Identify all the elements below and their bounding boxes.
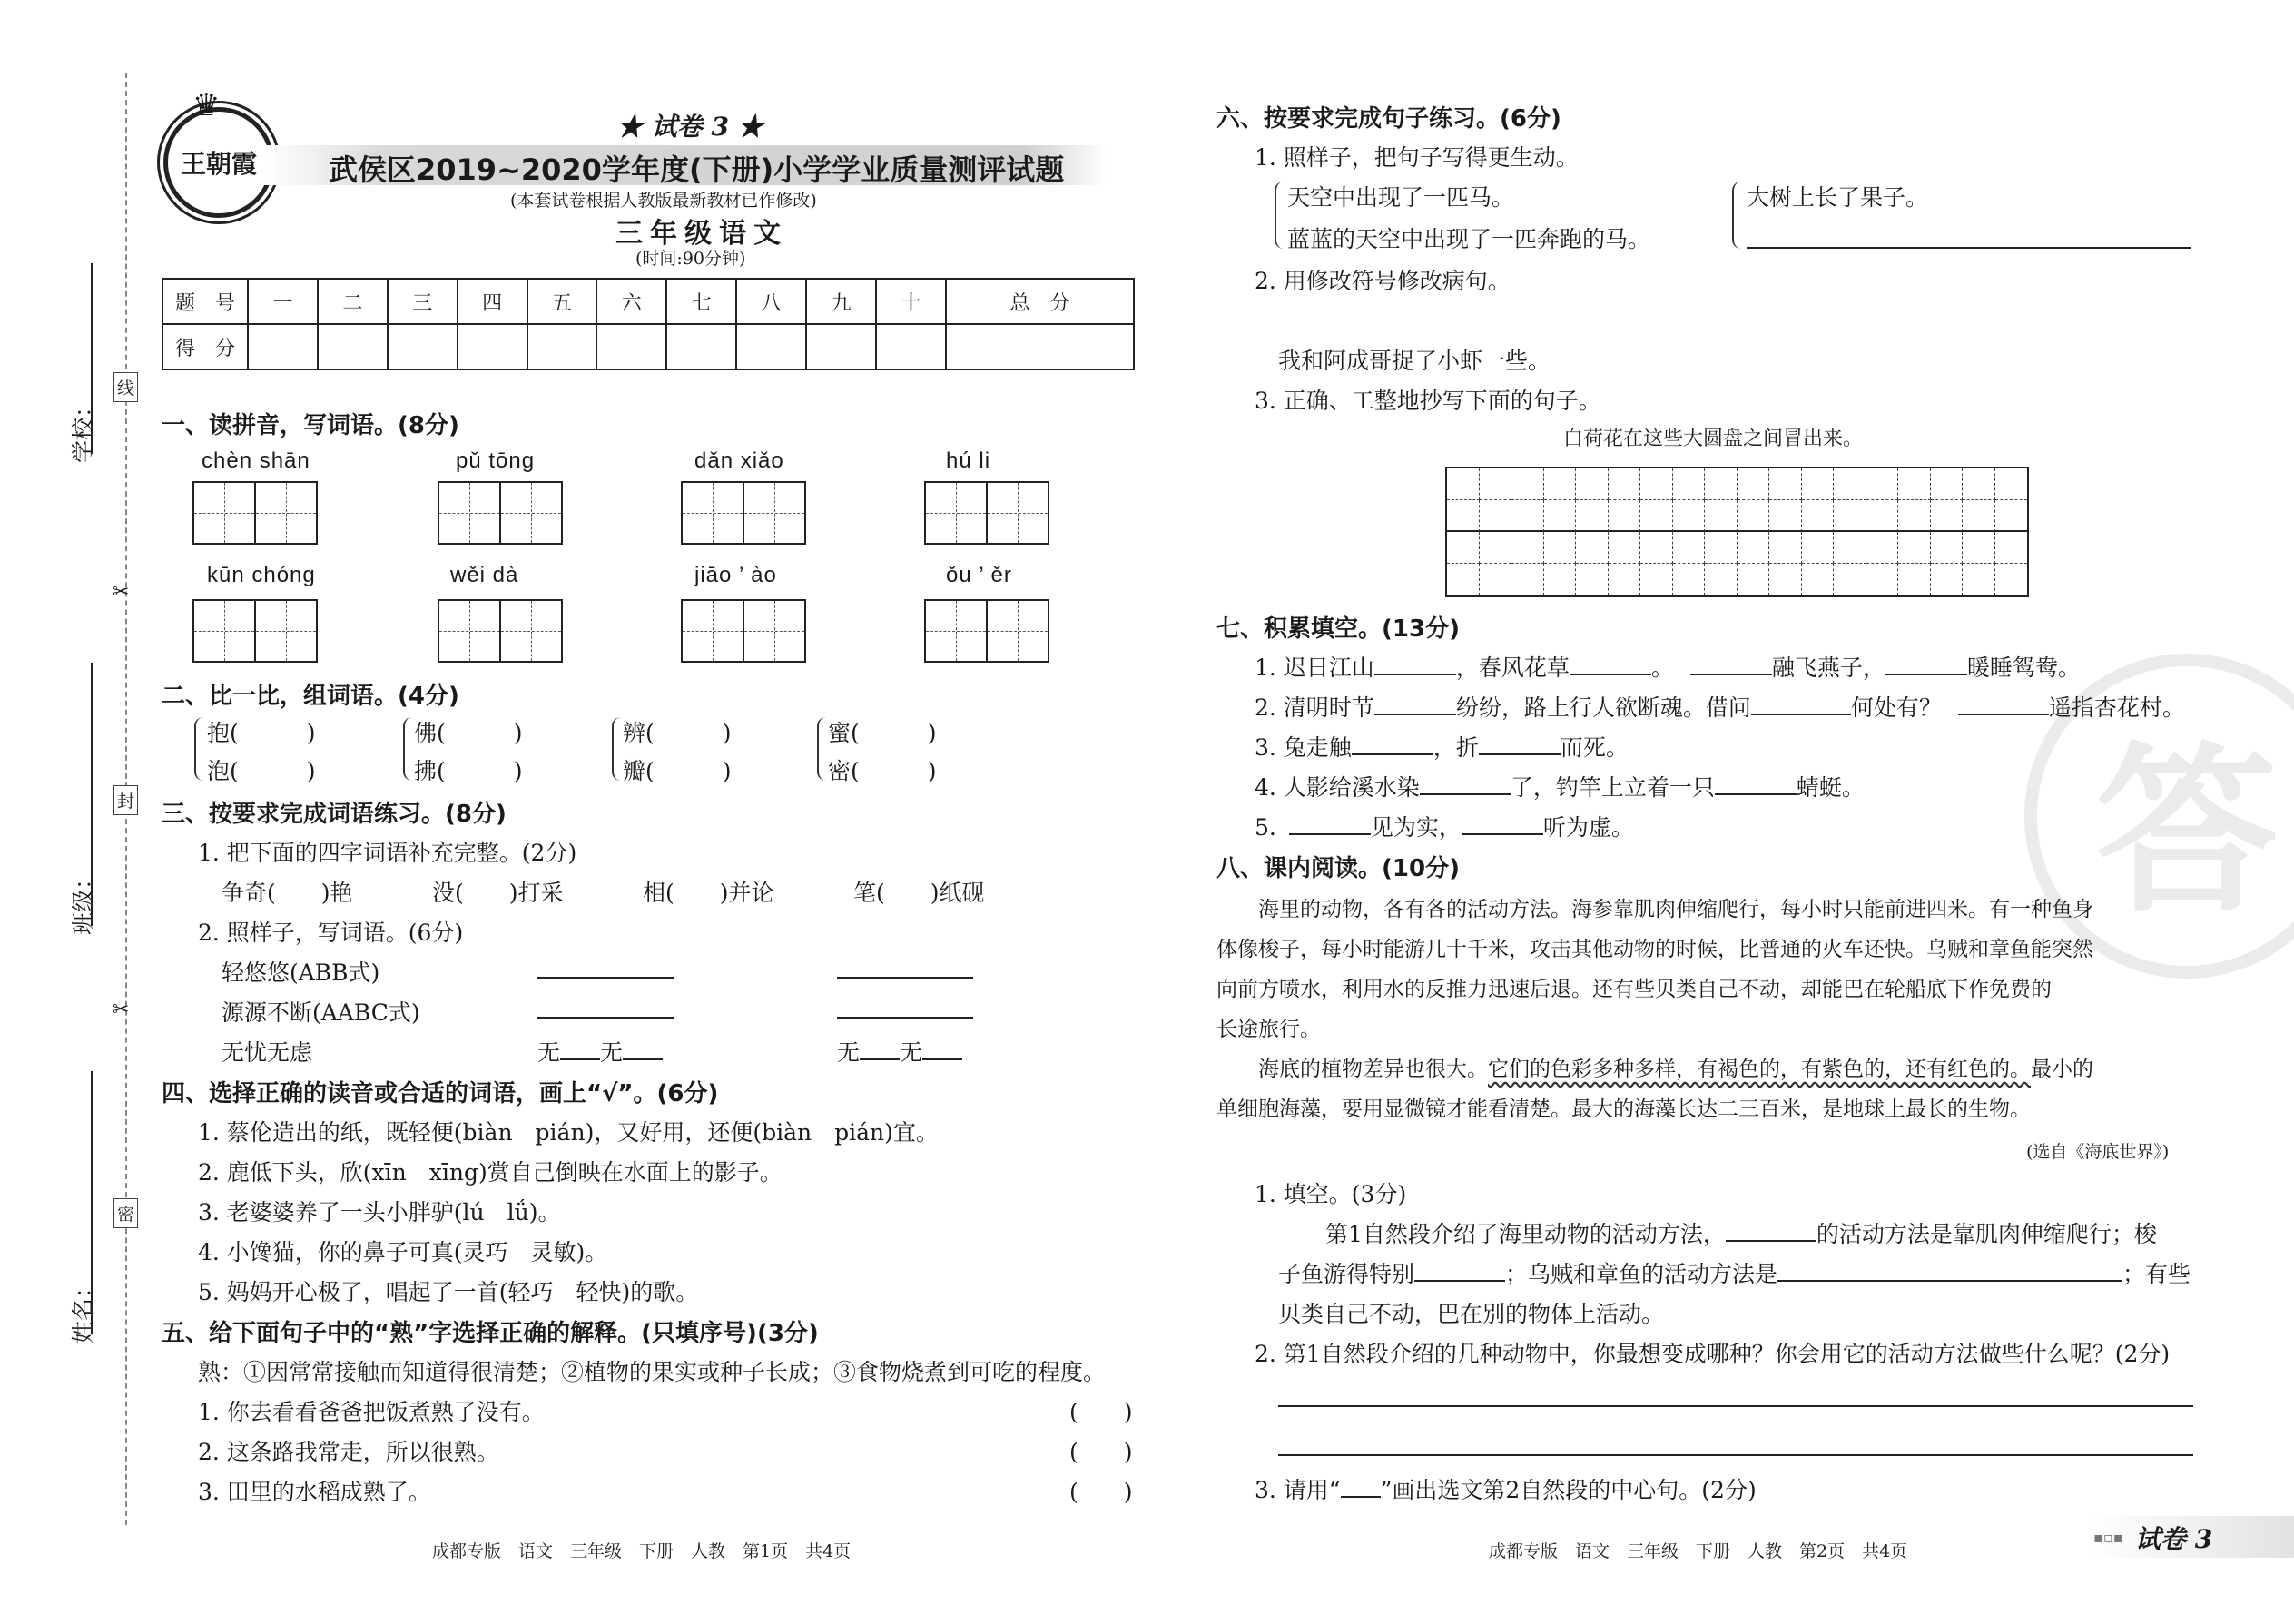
copy-cell[interactable] <box>1544 532 1577 564</box>
passage-line: 单细胞海藻，要用显微镜才能看清楚。最大的海藻长达二三百米，是地球上最长的生物。 <box>1216 1097 2031 1121</box>
blank[interactable] <box>1715 773 1797 795</box>
copy-cell[interactable] <box>1673 468 1706 500</box>
exam-tag-text: 试卷 3 <box>2135 1524 2213 1554</box>
question-text: 2. 用修改符号修改病句。 <box>1255 268 1511 294</box>
score-cell[interactable] <box>318 324 388 369</box>
blank[interactable] <box>1462 813 1543 835</box>
score-col: 九 <box>806 279 876 324</box>
blank[interactable] <box>1420 773 1511 795</box>
blank[interactable] <box>1374 694 1456 715</box>
pinyin-label: chèn shān <box>202 448 310 473</box>
section-5-title: 五、给下面句子中的“熟”字选择正确的解释。(只填序号)(3分) <box>162 1320 819 1347</box>
copy-cell[interactable] <box>1640 468 1673 500</box>
sentence-item: 2. 这条路我常走，所以很熟。 <box>198 1439 499 1465</box>
logo-text: 王朝霞 <box>180 149 257 179</box>
question-text: 1. 照样子，把句子写得更生动。 <box>1255 144 1579 171</box>
example-word: 轻悠悠(ABB式) <box>222 960 380 986</box>
fill-text: 。 <box>1650 655 1674 681</box>
compare-word[interactable]: 佛( ) <box>414 720 523 746</box>
section-3-title: 三、按要求完成词语练习。(8分) <box>162 801 507 828</box>
score-col: 五 <box>527 279 597 324</box>
example-sentence: 大树上长了果子。 <box>1747 184 1929 211</box>
wu-char: 无 <box>600 1039 624 1066</box>
watermark-char: 答 <box>2095 723 2278 938</box>
fill-text: 1. 迟日江山 <box>1255 655 1374 681</box>
choice-item[interactable]: 3. 老婆婆养了一头小胖驴(lú lǘ)。 <box>198 1199 561 1225</box>
copy-cell[interactable] <box>1963 564 1995 595</box>
blank[interactable] <box>560 1038 600 1060</box>
copy-cell[interactable] <box>1963 468 1995 500</box>
question-text: 1. 填空。(3分) <box>1255 1181 1407 1207</box>
score-row-label: 题 号 <box>162 279 248 324</box>
compare-word[interactable]: 蜜( ) <box>828 720 937 746</box>
copy-cell[interactable] <box>1995 532 2028 564</box>
wu-fill[interactable] <box>537 1035 663 1068</box>
pinyin-label: pǔ tōng <box>456 448 536 473</box>
pinyin-label: wěi dà <box>450 563 519 587</box>
q3-text: 3. 请用“ <box>1255 1477 1341 1503</box>
blank[interactable] <box>860 1038 900 1060</box>
score-cell[interactable] <box>388 324 458 369</box>
copy-cell[interactable] <box>1963 532 1995 564</box>
copy-cell[interactable] <box>1802 564 1835 595</box>
copy-cell[interactable] <box>1834 532 1866 564</box>
footer-right: 成都专版 语文 三年级 下册 人教 第2页 共4页 <box>1489 1541 1908 1561</box>
compare-word[interactable]: 辨( ) <box>623 720 732 746</box>
copy-cell[interactable] <box>1738 468 1770 500</box>
pinyin-label: hú li <box>946 448 991 473</box>
copy-cell[interactable] <box>1866 468 1899 500</box>
copy-cell[interactable] <box>1511 500 1544 532</box>
fill-text: 遥指杏花村。 <box>2048 694 2185 721</box>
name-label: 姓名： <box>70 1275 96 1343</box>
passage-source: (选自《海底世界》) <box>2026 1142 2170 1162</box>
copy-cell[interactable] <box>1447 532 1480 564</box>
score-cell[interactable] <box>527 324 597 369</box>
score-cell[interactable] <box>596 324 666 369</box>
answer-grid[interactable] <box>439 481 563 545</box>
copy-cell[interactable] <box>1769 532 1802 564</box>
blank[interactable] <box>1958 694 2049 715</box>
binding-mark-xian: 线 <box>113 372 138 402</box>
score-col: 六 <box>596 279 666 324</box>
example-sentence: 蓝蓝的天空中出现了一匹奔跑的马。 <box>1287 226 1651 252</box>
fill-text: 第1自然段介绍了海里动物的活动方法， <box>1325 1221 1726 1247</box>
copy-cell[interactable] <box>1544 468 1577 500</box>
sentence-item: 1. 你去看看爸爸把饭煮熟了没有。 <box>198 1399 545 1425</box>
choice-item[interactable]: 2. 鹿低下头，欣(xīn xīng)赏自己倒映在水面上的影子。 <box>198 1159 783 1186</box>
answer-grid[interactable] <box>683 599 806 663</box>
blank[interactable] <box>1751 694 1851 715</box>
passage-line: 向前方喷水，利用水的反推力迅速后退。还有些贝类自己不动，却能巴在轮船底下作免费的 <box>1216 978 2052 1001</box>
copy-cell[interactable] <box>1995 468 2028 500</box>
school-line <box>91 263 93 454</box>
pinyin-label: jiāo ’ ào <box>694 563 777 587</box>
brace <box>1732 182 1743 249</box>
fill-line-4 <box>1255 770 1865 802</box>
copy-cell[interactable] <box>1866 500 1899 532</box>
score-col: 二 <box>318 279 388 324</box>
class-label: 班级： <box>70 866 96 935</box>
copy-cell[interactable] <box>1609 500 1641 532</box>
copy-cell[interactable] <box>1576 500 1609 532</box>
score-col: 十 <box>876 279 946 324</box>
section-1-title: 一、读拼音，写词语。(8分) <box>162 412 459 439</box>
copy-cell[interactable] <box>1511 532 1544 564</box>
blank[interactable] <box>1726 1220 1816 1242</box>
choice-item[interactable]: 1. 蔡伦造出的纸，既轻便(biàn pián)，又好用，还便(biàn pián)宜。 <box>198 1119 939 1146</box>
exam-note: (本套试卷根据人教版最新教材已作修改) <box>510 191 817 211</box>
score-col: 四 <box>458 279 527 324</box>
brace <box>1275 182 1285 249</box>
copy-cell[interactable] <box>1544 500 1577 532</box>
section-6-title: 六、按要求完成句子练习。(6分) <box>1216 105 1561 133</box>
fill-text: ，春风花草 <box>1455 655 1570 681</box>
brace <box>817 717 828 781</box>
copy-cell[interactable] <box>1866 564 1899 595</box>
fill-text: 纷纷，路上行人欲断魂。借问 <box>1455 694 1751 721</box>
answer-line[interactable] <box>537 977 674 979</box>
answer-paren[interactable]: ( ) <box>1069 1399 1133 1425</box>
copy-cell[interactable] <box>1609 532 1641 564</box>
example-word: 无忧无虑 <box>222 1039 313 1066</box>
underline-sample <box>1341 1480 1381 1498</box>
answer-grid[interactable] <box>194 599 318 663</box>
score-cell[interactable] <box>736 324 806 369</box>
answer-line[interactable] <box>1278 1454 2193 1456</box>
answer-grid[interactable] <box>683 481 806 545</box>
example-word: 源源不断(AABC式) <box>222 999 420 1026</box>
passage-line <box>1216 1049 2193 1089</box>
score-col: 三 <box>388 279 458 324</box>
pinyin-label: dǎn xiǎo <box>694 448 784 473</box>
copy-cell[interactable] <box>1738 532 1770 564</box>
score-table <box>162 278 1135 370</box>
idiom-item[interactable]: 笔( )纸砚 <box>853 880 985 906</box>
copy-cell[interactable] <box>1931 468 1964 500</box>
fill-text: ，折 <box>1433 734 1479 761</box>
binding-mark-mi: 密 <box>113 1198 138 1228</box>
copy-cell[interactable] <box>1931 532 1964 564</box>
score-col: 总 分 <box>946 279 1134 324</box>
copy-sentence: 白荷花在这些大圆盘之间冒出来。 <box>1563 428 1864 450</box>
fill-text: ；乌贼和章鱼的活动方法是 <box>1505 1261 1778 1287</box>
fill-text: ；有些 <box>2122 1261 2191 1287</box>
copy-cell[interactable] <box>1705 500 1738 532</box>
copy-cell[interactable] <box>1738 564 1770 595</box>
crown-icon: ♛ <box>192 87 221 123</box>
copy-cell[interactable] <box>1480 468 1512 500</box>
copy-cell[interactable] <box>1673 500 1706 532</box>
blank[interactable] <box>1374 654 1456 675</box>
binding-mark-feng: 封 <box>113 785 138 815</box>
copy-cell[interactable] <box>1640 564 1673 595</box>
copy-cell[interactable] <box>1511 468 1544 500</box>
choice-item[interactable]: 5. 妈妈开心极了，唱起了一首(轻巧 轻快)的歌。 <box>198 1279 699 1305</box>
fill-text: 暖睡鸳鸯。 <box>1966 655 2081 681</box>
answer-grid[interactable] <box>926 599 1049 663</box>
footer-left: 成都专版 语文 三年级 下册 人教 第1页 共4页 <box>432 1541 852 1561</box>
wavy-underlined-text: 它们的色彩多种多样，有褐色的，有紫色的，还有红色的。 <box>1488 1058 2031 1081</box>
score-value-row <box>162 324 1134 369</box>
brace <box>612 717 623 781</box>
fill-text: 蜻蜓。 <box>1796 774 1865 801</box>
copy-cell[interactable] <box>1802 532 1835 564</box>
fill-line-5 <box>1255 810 1634 842</box>
copy-cell[interactable] <box>1898 468 1931 500</box>
fill-text: 的活动方法是靠肌肉伸缩爬行；梭 <box>1816 1221 2157 1247</box>
school-label: 学校： <box>70 394 96 463</box>
wu-char: 无 <box>837 1039 861 1066</box>
answer-line[interactable] <box>837 1017 973 1019</box>
scissors-icon: ✂ <box>113 581 130 604</box>
fill-text: 融飞燕子， <box>1771 655 1885 681</box>
copy-cell[interactable] <box>1834 468 1866 500</box>
answer-line[interactable] <box>1278 1405 2193 1407</box>
passage-line: 体像梭子，每小时能游几十千米，攻击其他动物的时候，比普通的火车还快。乌贼和章鱼能突然 <box>1216 938 2093 961</box>
sentence-item: 3. 田里的水稻成熟了。 <box>198 1479 431 1505</box>
answer-paren[interactable]: ( ) <box>1069 1439 1133 1465</box>
fill-text: 2. 清明时节 <box>1255 694 1374 721</box>
wu-char: 无 <box>900 1039 923 1066</box>
score-cell[interactable] <box>458 324 527 369</box>
copy-cell[interactable] <box>1640 532 1673 564</box>
blank[interactable] <box>1885 654 1967 675</box>
passage-text: 海底的植物差异也很大。 <box>1258 1058 1488 1081</box>
copy-cell[interactable] <box>1576 564 1609 595</box>
blank[interactable] <box>1690 654 1772 675</box>
copy-cell[interactable] <box>1447 500 1480 532</box>
copy-cell[interactable] <box>1963 500 1995 532</box>
logo-seal <box>163 107 274 218</box>
section-7-title: 七、积累填空。(13分) <box>1216 615 1460 643</box>
example-sentence: 天空中出现了一匹马。 <box>1287 184 1515 211</box>
fill-text: 而死。 <box>1560 734 1629 761</box>
copy-grid[interactable] <box>1445 467 2029 597</box>
reading-passage <box>1216 890 2193 1129</box>
copy-cell[interactable] <box>1738 500 1770 532</box>
score-cell[interactable] <box>946 324 1134 369</box>
wu-fill[interactable] <box>837 1035 962 1068</box>
answer-grid[interactable] <box>194 481 318 545</box>
compare-word[interactable]: 密( ) <box>828 758 937 784</box>
definition-text: 熟：①因常常接触而知道得很清楚；②植物的果实或种子长成；③食物烧煮到可吃的程度。 <box>198 1359 1107 1385</box>
copy-cell[interactable] <box>1480 564 1512 595</box>
copy-cell[interactable] <box>1609 468 1641 500</box>
blank[interactable] <box>1570 654 1651 675</box>
fill-text: 何处有？ <box>1850 694 1942 721</box>
copy-cell[interactable] <box>1705 564 1738 595</box>
fill-text: 了，钓竿上立着一只 <box>1510 774 1715 801</box>
copy-cell[interactable] <box>1931 564 1964 595</box>
question-text: 3. 正确、工整地抄写下面的句子。 <box>1255 388 1601 414</box>
fill-text: 见为实， <box>1370 814 1462 841</box>
copy-cell[interactable] <box>1640 500 1673 532</box>
copy-cell[interactable] <box>1995 564 2028 595</box>
fill-q1c: 贝类自己不动，巴在别的物体上活动。 <box>1278 1301 1665 1327</box>
question-text <box>1255 1472 1757 1505</box>
copy-cell[interactable] <box>1802 468 1835 500</box>
answer-line[interactable] <box>537 1017 674 1019</box>
scissors-icon: ✂ <box>113 999 130 1021</box>
fill-text: 4. 人影给溪水染 <box>1255 774 1420 801</box>
copy-cell[interactable] <box>1609 564 1641 595</box>
score-cell[interactable] <box>806 324 876 369</box>
copy-cell[interactable] <box>1673 564 1706 595</box>
fill-text: 5. <box>1255 814 1276 841</box>
blank[interactable] <box>1352 733 1433 755</box>
exam-time: (时间:90分钟) <box>635 249 746 269</box>
idiom-item[interactable]: 相( )并论 <box>643 880 774 906</box>
copy-cell[interactable] <box>1705 532 1738 564</box>
pinyin-label: kūn chóng <box>207 563 316 587</box>
copy-cell[interactable] <box>1769 468 1802 500</box>
score-cell[interactable] <box>876 324 946 369</box>
score-col: 七 <box>666 279 736 324</box>
score-row-label: 得 分 <box>162 324 248 369</box>
answer-line[interactable] <box>1747 247 2191 249</box>
blank[interactable] <box>1479 733 1561 755</box>
copy-cell[interactable] <box>1931 500 1964 532</box>
fill-q1a <box>1325 1216 2157 1249</box>
copy-cell[interactable] <box>1769 564 1802 595</box>
compare-word[interactable]: 泡( ) <box>207 758 316 784</box>
compare-word[interactable]: 瓣( ) <box>623 758 732 784</box>
section-2-title: 二、比一比，组词语。(4分) <box>162 683 459 710</box>
fill-line-2 <box>1255 690 2185 723</box>
brace <box>403 717 414 781</box>
wu-char: 无 <box>537 1039 561 1066</box>
copy-cell[interactable] <box>1898 532 1931 564</box>
score-cell[interactable] <box>666 324 736 369</box>
fill-q1b <box>1278 1256 2191 1289</box>
copy-cell[interactable] <box>1673 532 1706 564</box>
score-col: 一 <box>248 279 318 324</box>
copy-cell[interactable] <box>1544 564 1577 595</box>
exam-title: 武侯区2019~2020学年度(下册)小学学业质量测评试题 <box>329 153 1065 187</box>
copy-cell[interactable] <box>1705 468 1738 500</box>
section-4-title: 四、选择正确的读音或合适的词语，画上“√”。(6分) <box>162 1080 719 1107</box>
name-line <box>91 1071 93 1334</box>
copy-cell[interactable] <box>1447 564 1480 595</box>
passage-line: 长途旅行。 <box>1216 1018 1321 1041</box>
copy-cell[interactable] <box>1898 500 1931 532</box>
idiom-item[interactable]: 没( )打采 <box>432 880 564 906</box>
fill-line-3 <box>1255 730 1629 763</box>
fill-text: 3. 兔走触 <box>1255 734 1352 761</box>
fill-text: 子鱼游得特别 <box>1278 1261 1415 1287</box>
question-text: 2. 第1自然段介绍的几种动物中，你最想变成哪种？你会用它的活动方法做些什么呢？(2分) <box>1255 1341 2171 1367</box>
tag-squares-icon: ▪▫▪ <box>2093 1529 2123 1546</box>
answer-grid[interactable] <box>926 481 1049 545</box>
copy-cell[interactable] <box>1769 500 1802 532</box>
copy-cell[interactable] <box>1834 564 1866 595</box>
score-cell[interactable] <box>248 324 318 369</box>
copy-cell[interactable] <box>1898 564 1931 595</box>
score-col: 八 <box>736 279 806 324</box>
idiom-item[interactable]: 争奇( )艳 <box>222 880 353 906</box>
copy-cell[interactable] <box>1511 564 1544 595</box>
copy-cell[interactable] <box>1576 532 1609 564</box>
pinyin-label: ǒu ’ ěr <box>946 563 1012 587</box>
passage-text: 最小的 <box>2031 1058 2093 1081</box>
copy-cell[interactable] <box>1480 500 1512 532</box>
question-text: 2. 照样子，写词语。(6分) <box>198 920 464 946</box>
blank[interactable] <box>922 1038 962 1060</box>
answer-line[interactable] <box>837 977 973 979</box>
copy-cell[interactable] <box>1447 468 1480 500</box>
copy-cell[interactable] <box>1866 532 1899 564</box>
copy-cell[interactable] <box>1802 500 1835 532</box>
fill-line-1 <box>1255 650 2081 683</box>
subject-title: 三年级语文 <box>615 218 788 250</box>
score-header-row <box>162 279 1134 324</box>
blank[interactable] <box>1289 813 1371 835</box>
blank[interactable] <box>623 1038 663 1060</box>
answer-paren[interactable]: ( ) <box>1069 1479 1133 1505</box>
compare-word[interactable]: 拂( ) <box>414 758 523 784</box>
question-text: 1. 把下面的四字词语补充完整。(2分) <box>198 840 577 866</box>
copy-cell[interactable] <box>1834 500 1866 532</box>
series-label: ★ 试卷 3 ★ <box>617 112 763 142</box>
choice-item[interactable]: 4. 小馋猫，你的鼻子可真(灵巧 灵敏)。 <box>198 1239 608 1265</box>
sick-sentence[interactable]: 我和阿成哥捉了小虾一些。 <box>1278 348 1551 374</box>
compare-word[interactable]: 抱( ) <box>207 720 316 746</box>
blank[interactable] <box>1414 1260 1505 1282</box>
class-line <box>91 663 93 926</box>
passage-line: 海里的动物，各有各的活动方法。海参靠肌肉伸缩爬行，每小时只能前进四米。有一种鱼身 <box>1258 898 2093 921</box>
answer-grid[interactable] <box>439 599 563 663</box>
copy-cell[interactable] <box>1995 500 2028 532</box>
section-8-title: 八、课内阅读。(10分) <box>1216 855 1460 882</box>
fill-text: 听为虚。 <box>1542 814 1634 841</box>
q3-text: ”画出选文第2自然段的中心句。(2分) <box>1380 1477 1757 1503</box>
brace <box>194 717 205 781</box>
copy-cell[interactable] <box>1576 468 1609 500</box>
blank[interactable] <box>1777 1260 2122 1282</box>
copy-cell[interactable] <box>1480 532 1512 564</box>
